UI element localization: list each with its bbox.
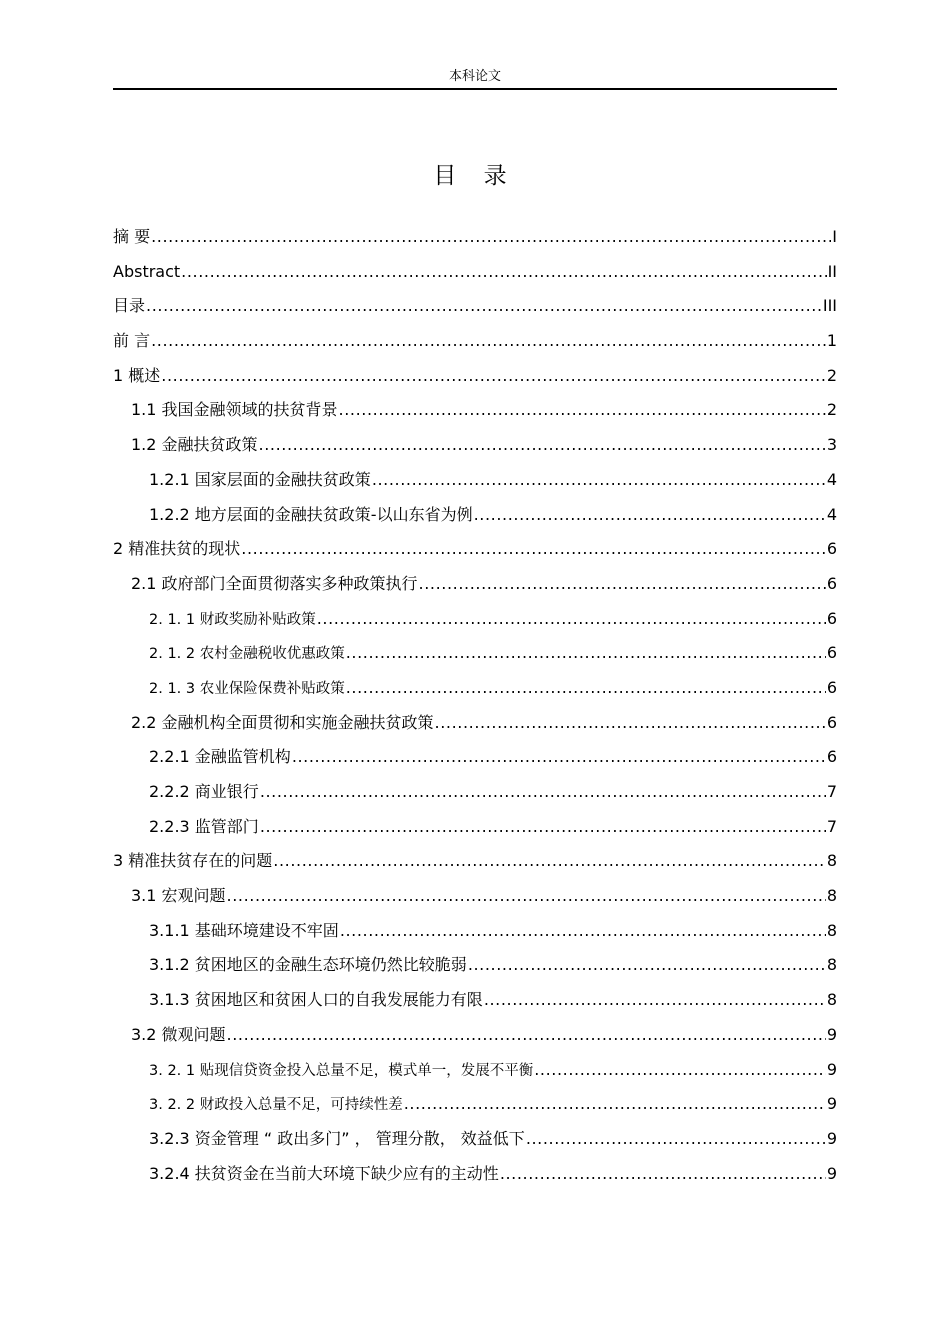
toc-entry[interactable]	[113, 914, 837, 949]
toc-dot-leader	[146, 289, 822, 324]
toc-page-number: 9	[826, 1059, 837, 1079]
toc-page-number: 7	[826, 782, 837, 801]
toc-dot-leader	[500, 1157, 826, 1192]
toc-entry[interactable]	[113, 948, 837, 983]
page-header	[113, 66, 837, 90]
toc-page-number: 6	[826, 608, 837, 628]
toc-dot-leader	[259, 428, 826, 463]
toc-page-number: 8	[826, 920, 837, 940]
toc-entry[interactable]	[113, 1053, 837, 1088]
toc-dot-leader	[292, 740, 826, 775]
toc-dot-leader	[227, 1018, 826, 1053]
toc-entry-text: 3.1.3 贫困地区和贫困人口的自我发展能力有限	[149, 990, 483, 1010]
toc-dot-leader	[181, 255, 826, 290]
toc-dot-leader	[484, 983, 826, 1018]
toc-entry[interactable]	[113, 393, 837, 428]
toc-entry-text: 1.2 金融扶贫政策	[131, 435, 258, 455]
toc-page-number: II	[827, 261, 837, 281]
toc-title: 目 录	[433, 163, 517, 189]
toc-page-number: 6	[826, 539, 837, 559]
toc-page-number: 4	[826, 504, 837, 524]
toc-entry-text: 3. 2. 2 财政投入总量不足，可持续性差	[149, 1097, 403, 1114]
toc-entry-text: 3.1.2 贫困地区的金融生态环境仍然比较脆弱	[149, 955, 467, 975]
toc-page-number: 6	[826, 643, 837, 663]
toc-dot-leader	[534, 1053, 826, 1088]
toc-dot-leader	[404, 1087, 826, 1122]
toc-entry[interactable]	[113, 775, 837, 810]
toc-dot-leader	[339, 393, 826, 428]
toc-entry[interactable]	[113, 463, 837, 498]
toc-page-number: 6	[826, 573, 837, 593]
toc-entry-text: 1 概述	[113, 365, 161, 385]
toc-dot-leader	[419, 567, 826, 602]
toc-entry-text: 3.2.4 扶贫资金在当前大环境下缺少应有的主动性	[149, 1163, 499, 1183]
toc-dot-leader	[526, 1122, 826, 1157]
toc-entry-text: 2. 1. 1 财政奖励补贴政策	[149, 611, 316, 628]
toc-dot-leader	[151, 220, 831, 255]
toc-page-number: 9	[826, 1128, 837, 1148]
toc-dot-leader	[241, 532, 826, 567]
toc-entry[interactable]	[113, 567, 837, 602]
toc-entry[interactable]	[113, 983, 837, 1018]
toc-entry[interactable]	[113, 289, 837, 324]
toc-entry-text: 2 精准扶贫的现状	[113, 539, 241, 559]
toc-entry-text: 3.1 宏观问题	[131, 886, 226, 906]
toc-page-number: 7	[826, 816, 837, 836]
toc-dot-leader	[273, 844, 826, 879]
toc-page-number: 8	[826, 851, 837, 871]
toc-entry[interactable]	[113, 1122, 837, 1157]
toc-page-number: 6	[826, 677, 837, 697]
toc-page-number: III	[822, 296, 837, 316]
toc-entry-text: 1.2.2 地方层面的金融扶贫政策-以山东省为例	[149, 504, 473, 524]
toc-entry[interactable]	[113, 324, 837, 359]
toc-entry[interactable]	[113, 671, 837, 706]
toc-dot-leader	[435, 706, 826, 741]
header-text: 本科论文	[448, 69, 501, 84]
toc-entry-text: Abstract	[113, 261, 181, 281]
toc-entry-text: 2. 1. 2 农村金融税收优惠政策	[149, 646, 345, 663]
toc-entry-text: 3. 2. 1 贴现信贷资金投入总量不足，模式单一，发展不平衡	[149, 1062, 534, 1079]
toc-entry-text: 2.2.3 监管部门	[149, 816, 259, 836]
toc-dot-leader	[161, 359, 826, 394]
toc-page-number: 9	[826, 1024, 837, 1044]
toc-page-number: 4	[826, 469, 837, 489]
toc-page-number: 8	[826, 955, 837, 975]
toc-dot-leader	[340, 914, 826, 949]
toc-page-number: 6	[826, 747, 837, 767]
toc-list	[113, 220, 837, 1191]
toc-entry-text: 3.1.1 基础环境建设不牢固	[149, 920, 339, 940]
toc-page-number: I	[832, 227, 837, 246]
toc-entry[interactable]	[113, 255, 837, 290]
toc-entry-text: 2.1 政府部门全面贯彻落实多种政策执行	[131, 573, 418, 593]
toc-entry[interactable]	[113, 740, 837, 775]
toc-entry-text: 3.2 微观问题	[131, 1024, 226, 1044]
toc-dot-leader	[151, 324, 826, 359]
toc-entry-text: 2. 1. 3 农业保险保费补贴政策	[149, 680, 345, 697]
toc-entry[interactable]	[113, 428, 837, 463]
toc-entry-text: 3.2.3 资金管理 “ 政出多门” ， 管理分散， 效益低下	[149, 1128, 525, 1148]
toc-entry[interactable]	[113, 602, 837, 637]
toc-page-number: 9	[826, 1163, 837, 1183]
toc-dot-leader	[346, 636, 826, 671]
toc-entry[interactable]	[113, 1157, 837, 1192]
toc-dot-leader	[317, 602, 826, 637]
toc-page-number: 9	[826, 1094, 837, 1114]
toc-entry[interactable]	[113, 706, 837, 741]
toc-entry-text: 摘 要	[113, 227, 151, 246]
toc-entry-text: 2.2.2 商业银行	[149, 782, 259, 801]
toc-entry-text: 目录	[113, 296, 146, 316]
toc-page-number: 6	[826, 712, 837, 732]
toc-dot-leader	[260, 775, 826, 810]
toc-page-number: 2	[826, 400, 837, 420]
toc-entry[interactable]	[113, 220, 837, 255]
toc-entry-text: 3 精准扶贫存在的问题	[113, 851, 273, 871]
toc-entry-text: 2.2 金融机构全面贯彻和实施金融扶贫政策	[131, 712, 434, 732]
toc-dot-leader	[227, 879, 826, 914]
toc-entry[interactable]	[113, 532, 837, 567]
toc-page-number: 1	[826, 331, 837, 351]
toc-dot-leader	[372, 463, 826, 498]
toc-entry[interactable]	[113, 879, 837, 914]
toc-page-number: 3	[826, 435, 837, 455]
toc-entry[interactable]	[113, 1018, 837, 1053]
toc-entry-text: 1.2.1 国家层面的金融扶贫政策	[149, 469, 371, 489]
toc-entry[interactable]	[113, 636, 837, 671]
toc-page-number: 2	[826, 365, 837, 385]
toc-entry-text: 2.2.1 金融监管机构	[149, 747, 291, 767]
toc-dot-leader	[474, 498, 826, 533]
toc-entry[interactable]	[113, 844, 837, 879]
toc-entry[interactable]	[113, 1087, 837, 1122]
toc-entry[interactable]	[113, 810, 837, 845]
toc-dot-leader	[468, 948, 826, 983]
toc-dot-leader	[346, 671, 826, 706]
toc-entry[interactable]	[113, 359, 837, 394]
toc-page-number: 8	[826, 886, 837, 906]
toc-entry-text: 1.1 我国金融领域的扶贫背景	[131, 400, 338, 420]
toc-dot-leader	[260, 810, 826, 845]
toc-page-number: 8	[826, 990, 837, 1010]
toc-entry[interactable]	[113, 498, 837, 533]
toc-entry-text: 前 言	[113, 331, 151, 351]
